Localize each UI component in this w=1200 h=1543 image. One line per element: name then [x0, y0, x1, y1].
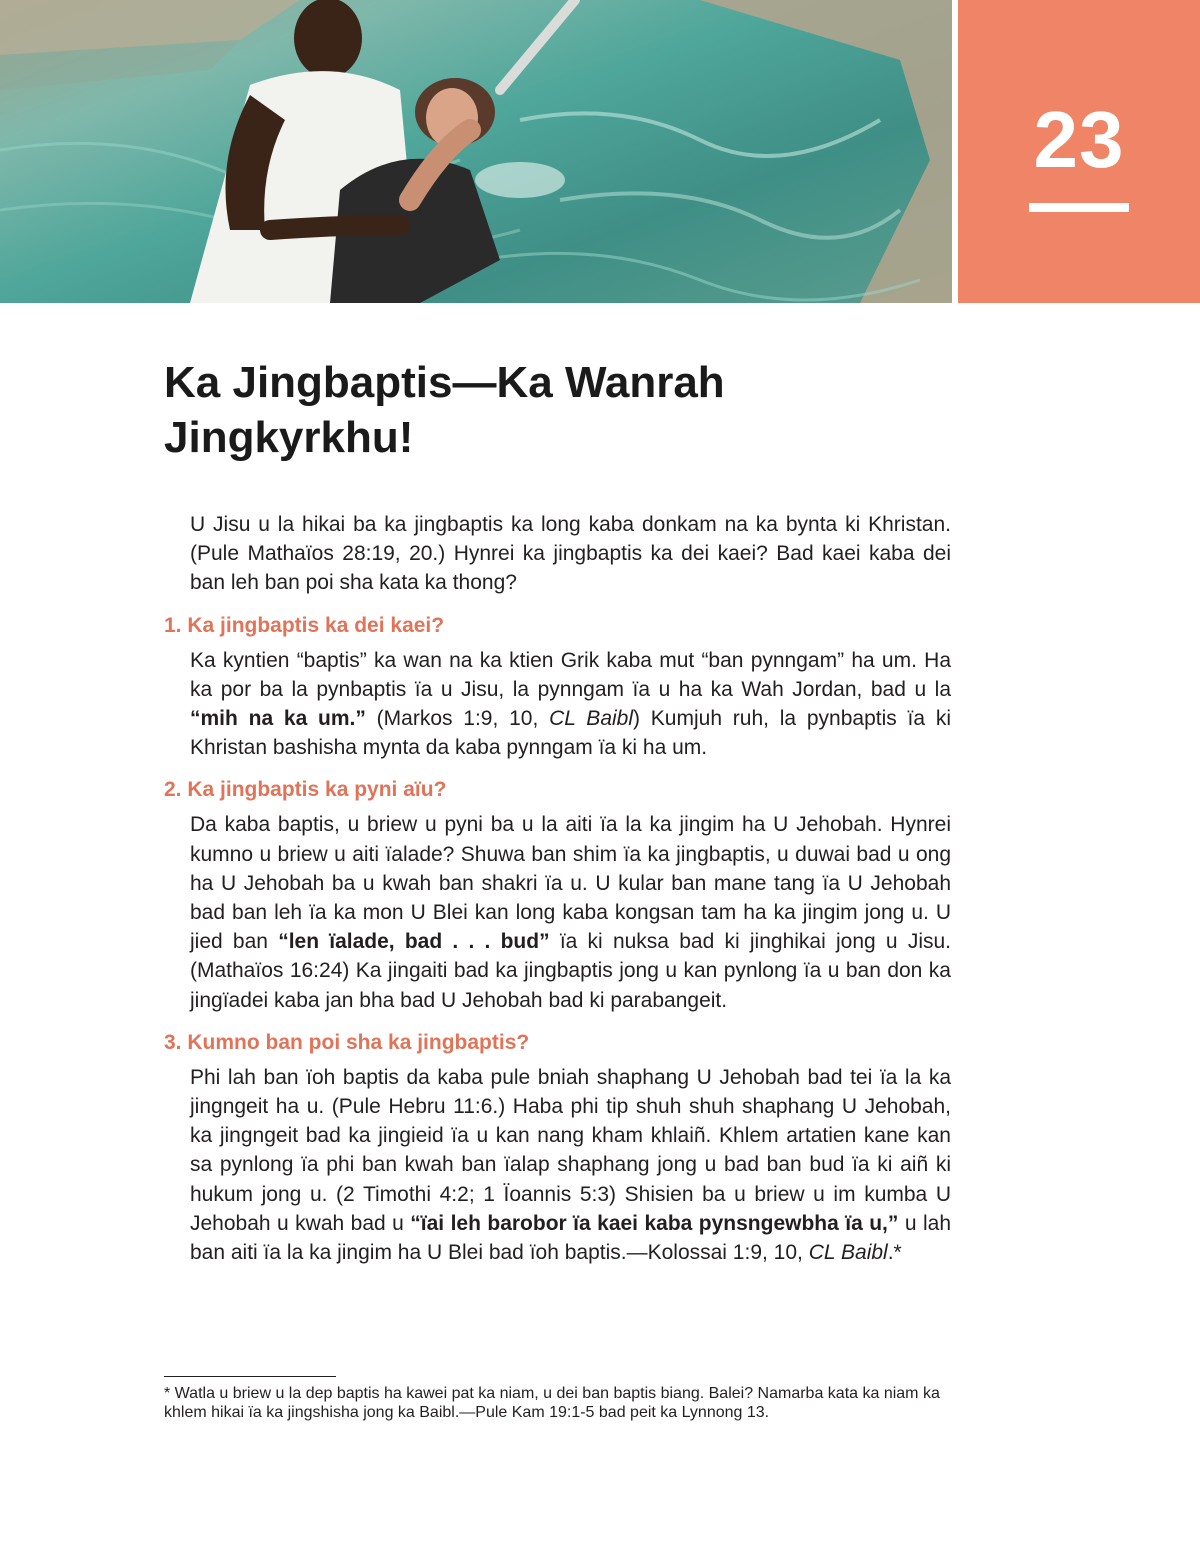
- lesson-number: 23: [1033, 95, 1125, 184]
- section-heading-2: 2. Ka jingbaptis ka pyni aïu?: [164, 778, 447, 802]
- lesson-number-underline: [1029, 203, 1129, 212]
- section-heading-1: 1. Ka jingbaptis ka dei kaei?: [164, 613, 445, 637]
- bible-version: CL Baibl: [549, 707, 634, 731]
- section-heading-3: 3. Kumno ban poi sha ka jingbaptis?: [164, 1030, 530, 1054]
- section-paragraph-2: Da kaba baptis, u briew u pyni ba u la aiti ïa la ka jingim ha U Jehobah. Hynrei kumno u briew u aiti ïalade? Shuwa ban shim ïa ka jingbaptis, u duwai bad u ong ha U Jehobah ba u kwah ban shakri ïa u. U kular ban mane tang ïa U Jehobah bad ban leh ïa ka mon U Blei kan long kaba kongsan tam ha ka jingim jong u. U jied ban “len ïalade, bad . . . bud” ïa ki nuksa bad ki jinghikai jong u Jisu. (Mathaïos 16:24) Ka jingaiti bad ka jingbaptis jong u kan pynlong ïa u ban don ka jingïadei kaba jan bha bad U Jehobah bad ki parabangeit.: [190, 813, 951, 1012]
- emphasis-quote: “mih na ka um.”: [190, 707, 366, 731]
- section-paragraph-3: Phi lah ban ïoh baptis da kaba pule bniah shaphang U Jehobah bad tei ïa la ka jingngeit ha u. (Pule Hebru 11:6.) Haba phi tip shuh shuh shaphang U Jehobah, ka jingngeit bad ka jingieid ïa u kan nang kham khlaiñ. Khlem artatien kane kan sa pynlong ïa phi ban kwah ban ïalap shaphang jong u bad ban bud ïa ki aiñ ki hukum jong u. (2 Timothi 4:2; 1 Ïoannis 5:3) Shisien ba u briew u im kumba U Jehobah u kwah bad u “ïai leh barobor ïa kaei kaba pynsngewbha ïa u,” u lah ban aiti ïa la ka jingim ha U Blei bad ïoh baptis.—Kolossai 1:9, 10, CL Baibl.*: [190, 1065, 952, 1265]
- footnote-divider: [164, 1376, 336, 1377]
- bible-version: CL Baibl: [808, 1241, 888, 1265]
- footnote: * Watla u briew u la dep baptis ha kawei pat ka niam, u dei ban baptis biang. Balei? Namarba kata ka niam ka khlem hikai ïa ka jingshisha jong ka Baibl.—Pule Kam 19:1-5 bad peit ka Lynnong 13.: [164, 1385, 940, 1421]
- intro-paragraph: U Jisu u la hikai ba ka jingbaptis ka long kaba donkam na ka bynta ki Khristan. (Pule Mathaïos 28:19, 20.) Hynrei ka jingbaptis ka dei kaei? Bad kaei kaba dei ban leh ban poi sha kata ka thong?: [190, 513, 951, 595]
- page-title: Ka Jingbaptis—Ka Wanrah Jingkyrkhu!: [164, 358, 725, 462]
- section-paragraph-1: Ka kyntien “baptis” ka wan na ka ktien Grik kaba mut “ban pynngam” ha um. Ha ka por ba la pynbaptis ïa u Jisu, la pynngam ïa u ha ka Wah Jordan, bad u la “mih na ka um.” (Markos 1:9, 10, CL Baibl) Kumjuh ruh, la pynbaptis ïa ki Khristan bashisha mynta da kaba pynngam ïa ki ha um.: [190, 648, 951, 760]
- baptism-photo: [0, 0, 952, 303]
- emphasis-quote: “ïai leh barobor ïa kaei kaba pynsngewbha ïa u,”: [410, 1211, 899, 1235]
- emphasis-quote: “len ïalade, bad . . . bud”: [278, 930, 550, 954]
- lesson-number-box: [958, 0, 1200, 303]
- lesson-body: [164, 510, 951, 1267]
